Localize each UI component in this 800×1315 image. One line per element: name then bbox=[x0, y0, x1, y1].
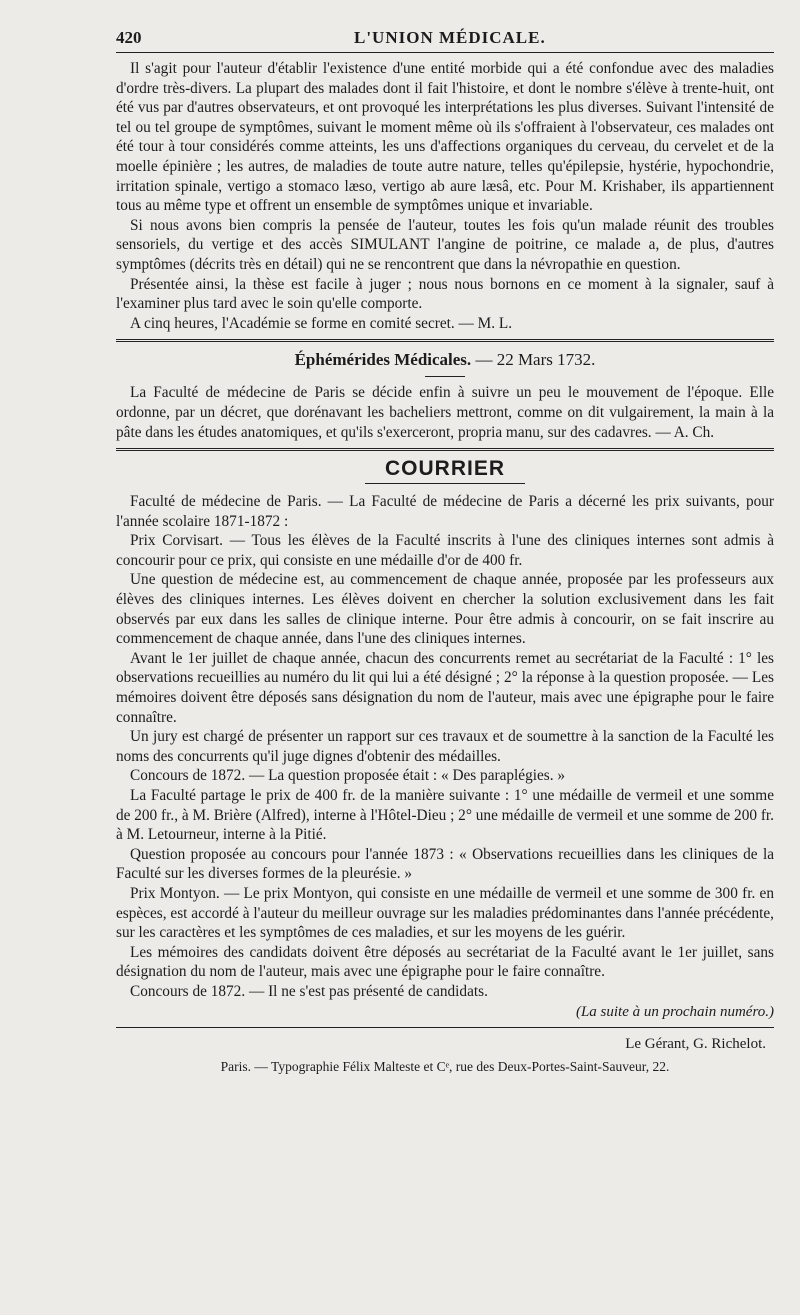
courrier-paragraph: Concours de 1872. — La question proposée était : « Des paraplégies. » bbox=[130, 767, 566, 785]
ephemerides-title: Éphémérides Médicales. bbox=[294, 350, 472, 370]
article-paragraph: Présentée ainsi, la thèse est facile à juger ; nous nous bornons en ce moment à la signaler, sauf à l'examiner plus tard avec le soin qu'elle comporte. bbox=[116, 275, 774, 313]
journal-title: L'UNION MÉDICALE. bbox=[354, 28, 546, 47]
ephemerides-heading bbox=[116, 350, 774, 370]
title-rule bbox=[425, 376, 465, 377]
courrier-body bbox=[116, 492, 774, 1001]
courrier-paragraph: Avant le 1er juillet de chaque année, chacun des concurrents remet au secrétariat de la Faculté : 1° les observations recueillies au numéro du lit qui lui a été désigné ; 2° la réponse à la question proposée. — Les mémoires doivent être déposés sans désignation du nom de l'auteur, mais avec une épigraphe pour le faire connaître. bbox=[116, 649, 774, 726]
continued-note: (La suite à un prochain numéro.) bbox=[575, 1003, 774, 1020]
running-head bbox=[116, 18, 774, 52]
ephemerides-paragraph: La Faculté de médecine de Paris se décide enfin à suivre un peu le mouvement de l'époque. Elle ordonne, par un décret, que dorénavant les bacheliers mettront, comme on dit vulgairement, la main à la pâte dans les études anatomiques, et qu'ils s'exerceront, propria manu, sur des cadavres. — A. Ch. bbox=[116, 384, 774, 441]
article-paragraph: A cinq heures, l'Académie se forme en comité secret. — M. L. bbox=[130, 314, 513, 332]
courrier-paragraph: La Faculté partage le prix de 400 fr. de la manière suivante : 1° une médaille de vermeil et une somme de 200 fr., à M. Brière (Alfred), interne à l'Hôtel-Dieu ; 2° une médaille de vermeil et une somme de 200 fr. à M. Letourneur, interne à la Pitié. bbox=[116, 787, 774, 844]
gerant-signature: Le Gérant, G. Richelot. bbox=[625, 1035, 766, 1052]
courrier-paragraph: Un jury est chargé de présenter un rapport sur ces travaux et de soumettre à la sanction de la Faculté les noms des concurrents qu'il juge dignes d'obtenir des médailles. bbox=[116, 728, 774, 765]
article-paragraph: Si nous avons bien compris la pensée de l'auteur, toutes les fois qu'un malade réunit des troubles sensoriels, du vertige et des accès SIMULANT l'angine de poitrine, ce malade a, de plus, d'autres symptômes (décrits très en détail) qui ne se rencontrent que dans la névropathie en question. bbox=[116, 216, 774, 273]
page-number: 420 bbox=[116, 28, 142, 47]
printer-imprint: Paris. — Typographie Félix Malteste et Cᵉ, rue des Deux-Portes-Saint-Sauveur, 22. bbox=[220, 1058, 670, 1074]
courrier-title: COURRIER bbox=[384, 457, 505, 481]
courrier-paragraph: Faculté de médecine de Paris. — La Faculté de médecine de Paris a décerné les prix suivants, pour l'année scolaire 1871-1872 : bbox=[116, 493, 774, 530]
ephemerides-date: — 22 Mars 1732. bbox=[475, 350, 596, 370]
title-rule bbox=[365, 483, 525, 484]
courrier-paragraph: Prix Montyon. — Le prix Montyon, qui consiste en une médaille de vermeil et une somme de 300 fr. en espèces, est accordé à l'auteur du meilleur ouvrage sur les maladies prédominantes dans l'année précédente, sur les caractères et les symptômes de ces maladies, et sur les moyens de les guérir. bbox=[116, 884, 774, 942]
article-paragraph: Il s'agit pour l'auteur d'établir l'existence d'une entité morbide qui a été confondue avec des maladies d'ordre très-divers. La plupart des malades dont il fait l'histoire, et dont le nombre s'élève à trente-huit, ont été vus par d'autres observateurs, et ont provoqué les interprétations les plus diverses. Suivant l'intensité de tel ou tel groupe de symptômes, suivant le moment même où ils s'offraient à l'observateur, ces malades ont été tour à tour considérés comme atteints, les uns d'affections organiques du cerveau, du cervelet et de la moelle épinière ; les autres, de maladies de toute autre nature, telles qu'épilepsie, hystérie, hypochondrie, irritation spinale, vertigo a stomaco læso, vertigo ab aure læsâ, etc. Pour M. Krishaber, ils appartiennent tous au même type et offrent un ensemble de symptômes unique et invariable. bbox=[116, 60, 774, 215]
courrier-paragraph: Concours de 1872. — Il ne s'est pas présenté de candidats. bbox=[130, 982, 488, 1000]
footer-rule bbox=[116, 1027, 774, 1028]
courrier-paragraph: Les mémoires des candidats doivent être déposés au secrétariat de la Faculté avant le 1er juillet, sans désignation du nom de l'auteur, mais avec une épigraphe pour le faire connaître. bbox=[116, 943, 774, 981]
courrier-paragraph: Une question de médecine est, au commencement de chaque année, proposée par les professeurs aux élèves des cliniques internes. Les élèves doivent en chercher la solution exclusivement dans les fait observés par eux dans les salles de clinique interne. Pour être admis à concourir, on se fait inscrire au commencement de chaque année, dans l'une des cliniques internes. bbox=[116, 571, 774, 648]
article-body bbox=[116, 59, 774, 333]
section-divider bbox=[116, 448, 774, 451]
section-divider bbox=[116, 339, 774, 342]
courrier-paragraph: Prix Corvisart. — Tous les élèves de la Faculté inscrits à l'une des cliniques internes sont admis à concourir pour ce prix, qui consiste en une médaille d'or de 400 fr. bbox=[116, 532, 774, 569]
courrier-paragraph: Question proposée au concours pour l'année 1873 : « Observations recueillies dans les cliniques de la Faculté sur les diverses formes de la pleurésie. » bbox=[116, 845, 774, 883]
ephemerides-body bbox=[116, 383, 774, 442]
